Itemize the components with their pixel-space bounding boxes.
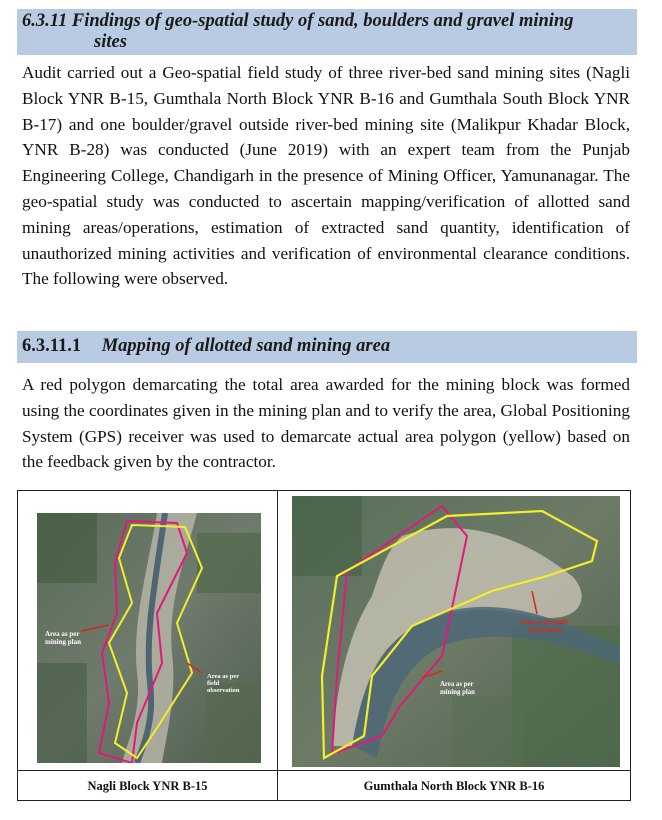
field-patch [452, 696, 522, 767]
field-label-line1: Area as per field [520, 619, 568, 626]
field-patch [292, 496, 362, 576]
field-patch [197, 533, 261, 593]
field-label-line1: Area as per [207, 673, 240, 680]
figure-caption-nagli: Nagli Block YNR B-15 [87, 779, 208, 793]
plan-label-line2: mining plan [440, 689, 475, 696]
figure-table [17, 490, 631, 801]
table-divider-horizontal [18, 770, 630, 771]
field-label-line2: field [207, 680, 220, 687]
plan-label-line2: mining plan [45, 638, 81, 646]
subsection-number: 6.3.11.1 [22, 336, 82, 356]
field-label-line2: observation [528, 627, 562, 634]
field-patch [37, 663, 87, 763]
nagli-block-satellite-image [37, 513, 261, 763]
field-patch [37, 513, 97, 583]
plan-label-line1: Area as per [440, 681, 474, 688]
gumthala-north-satellite-image [292, 496, 620, 767]
table-divider-vertical [277, 491, 278, 800]
mapping-paragraph: A red polygon demarcating the total area awarded for the mining block was formed using the coordinates given in the mining plan and to verify the area, Global Positioning System (GPS) receiver was used to demarcate actual area polygon (yellow) based on the feedback given by the contractor. [22, 375, 630, 472]
section-title-line2: sites [94, 32, 127, 52]
subsection-heading-6-3-11-1 [17, 331, 637, 363]
subsection-title: Mapping of allotted sand mining area [101, 336, 391, 356]
plan-label-line1: Area as per [45, 630, 80, 638]
findings-paragraph: Audit carried out a Geo-spatial field study of three river-bed sand mining sites (Nagli Block YNR B-15, Gumthala North Block YNR B-16 and Gumthala South Block YNR B-17) and one boulder/gravel outside river-bed mining site (Malikpur Khadar Block, YNR B-28) was conducted (June 2019) with an expert team from the Punjab Engineering College, Chandigarh in the presence of Mining Officer, Yamunanagar. The geo-spatial study was conducted to ascertain mapping/verification of allotted sand mining areas/operations, estimation of extracted sand quantity, identification of unauthorized mining activities and verification of environmental clearance conditions. The following were observed. [22, 63, 630, 289]
section-number: 6.3.11 [22, 11, 68, 31]
section-heading-6-3-11 [17, 9, 637, 55]
field-label-line3: observation [207, 687, 240, 694]
field-patch [207, 683, 261, 763]
section-title-line1: Findings of geo-spatial study of sand, boulders and gravel mining [71, 11, 574, 31]
figure-caption-gumthala-north: Gumthala North Block YNR B-16 [363, 779, 545, 793]
